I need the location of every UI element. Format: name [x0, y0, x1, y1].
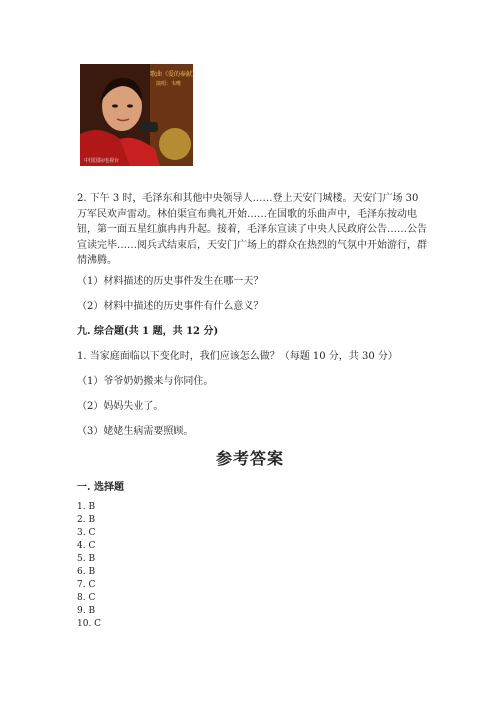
answer-item: 3. C — [77, 528, 96, 538]
section-9-item-3: （3）姥姥生病需要照顾。 — [77, 426, 194, 437]
answer-item: 6. B — [77, 567, 96, 577]
singer-photo — [80, 64, 199, 166]
answer-item: 9. B — [77, 606, 96, 616]
answer-list — [77, 501, 101, 631]
question-2-paragraph: 2. 下午 3 时，毛泽东和其他中央领导人……登上天安门城楼。天安门广场 30 万军民欢声雷动。林伯渠宣布典礼开始……在国歌的乐曲声中，毛泽东按动电钮，第一面五星红旗冉冉升起。接着，毛泽东宣读了中央人民政府公告……公告宣读完毕……阅兵式结束后，天安门广场上的群众在热烈的气氛中开始游行，群情沸腾。 — [77, 193, 427, 266]
section-9-title: 九. 综合题(共 1 题，共 12 分) — [77, 326, 219, 337]
answer-item: 7. C — [77, 580, 96, 590]
answer-key-title: 参考答案 — [215, 449, 284, 468]
question-2-sub-2: （2）材料中描述的历史事件有什么意义？ — [77, 301, 264, 312]
photo-caption-top: 歌曲《爱的奉献》 — [150, 71, 199, 78]
singer-photo-graphic — [80, 64, 199, 166]
answer-item: 1. B — [77, 502, 96, 512]
answer-item: 10. C — [77, 619, 102, 629]
section-9-item-2: （2）妈妈失业了。 — [77, 401, 164, 412]
answer-item: 2. B — [77, 515, 96, 525]
photo-caption-bottom: 中国国际电视台 — [84, 158, 120, 164]
answer-item: 5. B — [77, 554, 96, 564]
answer-item: 8. C — [77, 593, 96, 603]
section-9-item-1: （1）爷爷奶奶搬来与你同住。 — [77, 376, 214, 387]
answer-key-section: 一. 选择题 — [77, 482, 124, 493]
photo-caption-sub: 演唱：韦唯 — [156, 81, 182, 87]
answer-item: 4. C — [77, 541, 96, 551]
section-9-question: 1. 当家庭面临以下变化时，我们应该怎么做？（每题 10 分，共 30 分） — [77, 351, 398, 362]
question-2-sub-1: （1）材料描述的历史事件发生在哪一天？ — [77, 276, 264, 287]
